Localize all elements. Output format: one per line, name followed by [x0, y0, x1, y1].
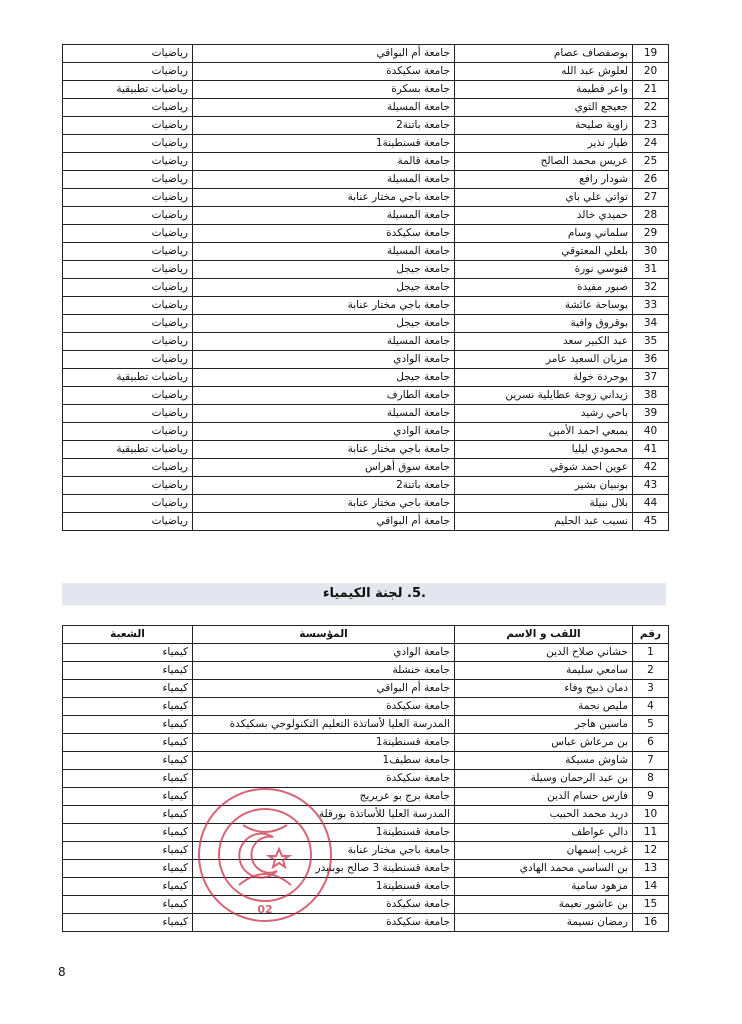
- branch-name: رياضيات: [63, 513, 193, 531]
- person-name: سامعي سليمة: [455, 662, 633, 680]
- branch-name: كيمياء: [63, 716, 193, 734]
- branch-name: كيمياء: [63, 698, 193, 716]
- institution-name: جامعة الوادي: [193, 423, 455, 441]
- person-name: نسيب عبد الحليم: [455, 513, 633, 531]
- branch-name: كيمياء: [63, 662, 193, 680]
- chemistry-table-header-row: [63, 626, 669, 644]
- row-number: 34: [633, 315, 669, 333]
- branch-name: رياضيات: [63, 297, 193, 315]
- row-number: 40: [633, 423, 669, 441]
- row-number: 11: [633, 824, 669, 842]
- table-row: [63, 243, 669, 261]
- row-number: 10: [633, 806, 669, 824]
- row-number: 38: [633, 387, 669, 405]
- institution-name: جامعة المسيلة: [193, 243, 455, 261]
- person-name: بلال نبيلة: [455, 495, 633, 513]
- row-number: 36: [633, 351, 669, 369]
- branch-name: كيمياء: [63, 842, 193, 860]
- institution-name: جامعة باجي مختار عنابة: [193, 297, 455, 315]
- table-row: [63, 513, 669, 531]
- institution-name: المدرسة العليا للأساتذة بورقلة: [193, 806, 455, 824]
- row-number: 20: [633, 63, 669, 81]
- table-row: [63, 842, 669, 860]
- branch-name: رياضيات: [63, 495, 193, 513]
- institution-name: جامعة باجي مختار عنابة: [193, 189, 455, 207]
- branch-name: كيمياء: [63, 824, 193, 842]
- institution-name: جامعة قسنطينة1: [193, 878, 455, 896]
- institution-name: جامعة خنشلة: [193, 662, 455, 680]
- table-row: [63, 680, 669, 698]
- table-row: [63, 752, 669, 770]
- row-number: 22: [633, 99, 669, 117]
- table-row: [63, 261, 669, 279]
- row-number: 25: [633, 153, 669, 171]
- row-number: 26: [633, 171, 669, 189]
- person-name: بوجردة خولة: [455, 369, 633, 387]
- institution-name: جامعة قسنطينة1: [193, 734, 455, 752]
- row-number: 45: [633, 513, 669, 531]
- table-row: [63, 45, 669, 63]
- institution-name: جامعة المسيلة: [193, 333, 455, 351]
- person-name: محمودي ليليا: [455, 441, 633, 459]
- branch-name: كيمياء: [63, 914, 193, 932]
- row-number: 35: [633, 333, 669, 351]
- person-name: فارس حسام الدين: [455, 788, 633, 806]
- person-name: واعر فطيمة: [455, 81, 633, 99]
- branch-name: رياضيات: [63, 279, 193, 297]
- row-number: 39: [633, 405, 669, 423]
- table-row: [63, 351, 669, 369]
- branch-name: رياضيات: [63, 261, 193, 279]
- institution-name: جامعة المسيلة: [193, 171, 455, 189]
- institution-name: جامعة أم البواقي: [193, 45, 455, 63]
- institution-name: جامعة المسيلة: [193, 207, 455, 225]
- chemistry-committee-table: [62, 625, 669, 932]
- institution-name: جامعة سطيف1: [193, 752, 455, 770]
- branch-name: رياضيات: [63, 405, 193, 423]
- row-number: 12: [633, 842, 669, 860]
- person-name: دريد محمد الحبيب: [455, 806, 633, 824]
- chemistry-section-header: [62, 583, 666, 605]
- table-row: [63, 423, 669, 441]
- institution-name: جامعة المسيلة: [193, 99, 455, 117]
- table-row: [63, 63, 669, 81]
- row-number: 28: [633, 207, 669, 225]
- row-number: 13: [633, 860, 669, 878]
- person-name: شاوش مسيكة: [455, 752, 633, 770]
- table-row: [63, 333, 669, 351]
- institution-name: جامعة سكيكدة: [193, 896, 455, 914]
- person-name: حميدي خالد: [455, 207, 633, 225]
- person-name: فنوسي نورة: [455, 261, 633, 279]
- row-number: 30: [633, 243, 669, 261]
- branch-name: رياضيات: [63, 171, 193, 189]
- institution-name: جامعة جيجل: [193, 279, 455, 297]
- row-number: 24: [633, 135, 669, 153]
- table-row: [63, 806, 669, 824]
- person-name: دالي عواطف: [455, 824, 633, 842]
- institution-name: جامعة سكيكدة: [193, 770, 455, 788]
- person-name: يمبعي احمد الأمين: [455, 423, 633, 441]
- person-name: زيداني زوجة عطايلية نسرين: [455, 387, 633, 405]
- institution-name: جامعة باجي مختار عنابة: [193, 495, 455, 513]
- row-number: 9: [633, 788, 669, 806]
- row-number: 1: [633, 644, 669, 662]
- table-row: [63, 117, 669, 135]
- institution-name: جامعة الطارف: [193, 387, 455, 405]
- branch-name: كيمياء: [63, 806, 193, 824]
- table-row: [63, 495, 669, 513]
- table-row: [63, 171, 669, 189]
- institution-name: جامعة سوق أهراس: [193, 459, 455, 477]
- row-number: 21: [633, 81, 669, 99]
- row-number: 3: [633, 680, 669, 698]
- table-row: [63, 135, 669, 153]
- row-number: 14: [633, 878, 669, 896]
- branch-name: كيمياء: [63, 770, 193, 788]
- institution-name: جامعة باجي مختار عنابة: [193, 441, 455, 459]
- row-number: 37: [633, 369, 669, 387]
- institution-name: جامعة قسنطينة 3 صالح بوبنيدر: [193, 860, 455, 878]
- row-number: 19: [633, 45, 669, 63]
- person-name: جعيجع الثوي: [455, 99, 633, 117]
- branch-name: رياضيات: [63, 243, 193, 261]
- branch-name: كيمياء: [63, 734, 193, 752]
- person-name: بن الساسي محمد الهادي: [455, 860, 633, 878]
- table-row: [63, 441, 669, 459]
- institution-name: جامعة أم البواقي: [193, 513, 455, 531]
- branch-name: رياضيات: [63, 135, 193, 153]
- row-number: 23: [633, 117, 669, 135]
- row-number: 43: [633, 477, 669, 495]
- institution-name: جامعة سكيكدة: [193, 698, 455, 716]
- branch-name: كيمياء: [63, 896, 193, 914]
- person-name: دمان ذبيح وفاء: [455, 680, 633, 698]
- branch-name: رياضيات تطبيقية: [63, 369, 193, 387]
- branch-name: كيمياء: [63, 860, 193, 878]
- table-row: [63, 734, 669, 752]
- person-name: مليص نجمة: [455, 698, 633, 716]
- table-row: [63, 279, 669, 297]
- person-name: غريب إسمهان: [455, 842, 633, 860]
- table-row: [63, 387, 669, 405]
- branch-name: رياضيات: [63, 351, 193, 369]
- person-name: بوصفصاف عصام: [455, 45, 633, 63]
- branch-name: رياضيات: [63, 225, 193, 243]
- branch-name: رياضيات: [63, 63, 193, 81]
- row-number: 6: [633, 734, 669, 752]
- person-name: بوساحة عائشة: [455, 297, 633, 315]
- person-name: بن عاشور نعيمة: [455, 896, 633, 914]
- table-row: [63, 644, 669, 662]
- row-number: 15: [633, 896, 669, 914]
- person-name: زاوية صليحة: [455, 117, 633, 135]
- row-number: 5: [633, 716, 669, 734]
- row-number: 29: [633, 225, 669, 243]
- institution-name: جامعة جيجل: [193, 315, 455, 333]
- institution-name: جامعة سكيكدة: [193, 63, 455, 81]
- person-name: حشاني صلاح الدين: [455, 644, 633, 662]
- table-row: [63, 81, 669, 99]
- branch-name: رياضيات: [63, 207, 193, 225]
- table-row: [63, 716, 669, 734]
- branch-name: كيمياء: [63, 680, 193, 698]
- table-row: [63, 315, 669, 333]
- table-row: [63, 698, 669, 716]
- institution-name: جامعة أم البواقي: [193, 680, 455, 698]
- person-name: شودار رافع: [455, 171, 633, 189]
- institution-name: جامعة باجي مختار عنابة: [193, 842, 455, 860]
- table-row: [63, 297, 669, 315]
- row-number: 32: [633, 279, 669, 297]
- branch-name: رياضيات تطبيقية: [63, 81, 193, 99]
- branch-name: كيمياء: [63, 644, 193, 662]
- table-row: [63, 225, 669, 243]
- mathematics-table-body: [63, 45, 669, 531]
- branch-name: رياضيات: [63, 423, 193, 441]
- table-row: [63, 189, 669, 207]
- table-row: [63, 770, 669, 788]
- row-number: 33: [633, 297, 669, 315]
- branch-name: رياضيات: [63, 45, 193, 63]
- person-name: بن عبد الرحمان وسيلة: [455, 770, 633, 788]
- person-name: ماسين هاجر: [455, 716, 633, 734]
- person-name: مزيان السعيد عامر: [455, 351, 633, 369]
- institution-name: جامعة الوادي: [193, 351, 455, 369]
- person-name: بوقروق وافية: [455, 315, 633, 333]
- institution-name: جامعة سكيكدة: [193, 225, 455, 243]
- person-name: عبد الكبير سعد: [455, 333, 633, 351]
- row-number: 7: [633, 752, 669, 770]
- table-row: [63, 860, 669, 878]
- mathematics-committee-table: [62, 44, 669, 531]
- row-number: 44: [633, 495, 669, 513]
- branch-name: رياضيات: [63, 315, 193, 333]
- row-number: 2: [633, 662, 669, 680]
- person-name: بونبيان بشير: [455, 477, 633, 495]
- branch-name: رياضيات: [63, 153, 193, 171]
- institution-name: جامعة سكيكدة: [193, 914, 455, 932]
- row-number: 31: [633, 261, 669, 279]
- branch-name: رياضيات: [63, 459, 193, 477]
- person-name: باحي رشيد: [455, 405, 633, 423]
- row-number: 41: [633, 441, 669, 459]
- row-number: 16: [633, 914, 669, 932]
- branch-name: رياضيات: [63, 189, 193, 207]
- institution-name: جامعة برج بو عريريج: [193, 788, 455, 806]
- table-row: [63, 662, 669, 680]
- table-row: [63, 878, 669, 896]
- chemistry-table-body: [63, 644, 669, 932]
- institution-name: جامعة باتنة2: [193, 477, 455, 495]
- person-name: صبور مفيدة: [455, 279, 633, 297]
- table-row: [63, 405, 669, 423]
- person-name: مزهود سامية: [455, 878, 633, 896]
- branch-name: رياضيات: [63, 99, 193, 117]
- branch-name: كيمياء: [63, 878, 193, 896]
- person-name: سلماني وسام: [455, 225, 633, 243]
- institution-name: جامعة قسنطينة1: [193, 824, 455, 842]
- institution-name: المدرسة العليا لأساتذة التعليم التكنولوجي بسكيكدة: [193, 716, 455, 734]
- person-name: طيار نذير: [455, 135, 633, 153]
- branch-name: رياضيات: [63, 117, 193, 135]
- table-row: [63, 477, 669, 495]
- chemistry-section-title: .5. لجنة الكيمياء: [322, 586, 426, 601]
- page-number: 8: [58, 965, 66, 979]
- institution-name: جامعة بسكرة: [193, 81, 455, 99]
- person-name: لعلوش عبد الله: [455, 63, 633, 81]
- table-row: [63, 896, 669, 914]
- person-name: تواتي علي باي: [455, 189, 633, 207]
- table-row: [63, 153, 669, 171]
- row-number: 42: [633, 459, 669, 477]
- header-branch: الشعبة: [63, 626, 193, 644]
- institution-name: جامعة باتنة2: [193, 117, 455, 135]
- table-row: [63, 459, 669, 477]
- header-name: اللقب و الاسم: [455, 626, 633, 644]
- branch-name: كيمياء: [63, 788, 193, 806]
- branch-name: رياضيات: [63, 333, 193, 351]
- table-row: [63, 99, 669, 117]
- row-number: 8: [633, 770, 669, 788]
- institution-name: جامعة جيجل: [193, 261, 455, 279]
- person-name: عوين احمد شوقي: [455, 459, 633, 477]
- table-row: [63, 824, 669, 842]
- institution-name: جامعة قالمة: [193, 153, 455, 171]
- institution-name: جامعة قسنطينة1: [193, 135, 455, 153]
- row-number: 4: [633, 698, 669, 716]
- branch-name: رياضيات: [63, 387, 193, 405]
- person-name: عريس محمد الصالح: [455, 153, 633, 171]
- institution-name: جامعة الوادي: [193, 644, 455, 662]
- institution-name: جامعة جيجل: [193, 369, 455, 387]
- person-name: بن مرعاش عباس: [455, 734, 633, 752]
- person-name: بلعلي المعتوقي: [455, 243, 633, 261]
- branch-name: رياضيات تطبيقية: [63, 441, 193, 459]
- header-institution: المؤسسة: [193, 626, 455, 644]
- person-name: رمضان نسيمة: [455, 914, 633, 932]
- branch-name: رياضيات: [63, 477, 193, 495]
- branch-name: كيمياء: [63, 752, 193, 770]
- table-row: [63, 369, 669, 387]
- table-row: [63, 207, 669, 225]
- institution-name: جامعة المسيلة: [193, 405, 455, 423]
- stamp-number: 02: [257, 903, 273, 916]
- table-row: [63, 788, 669, 806]
- header-num: رقم: [633, 626, 669, 644]
- row-number: 27: [633, 189, 669, 207]
- table-row: [63, 914, 669, 932]
